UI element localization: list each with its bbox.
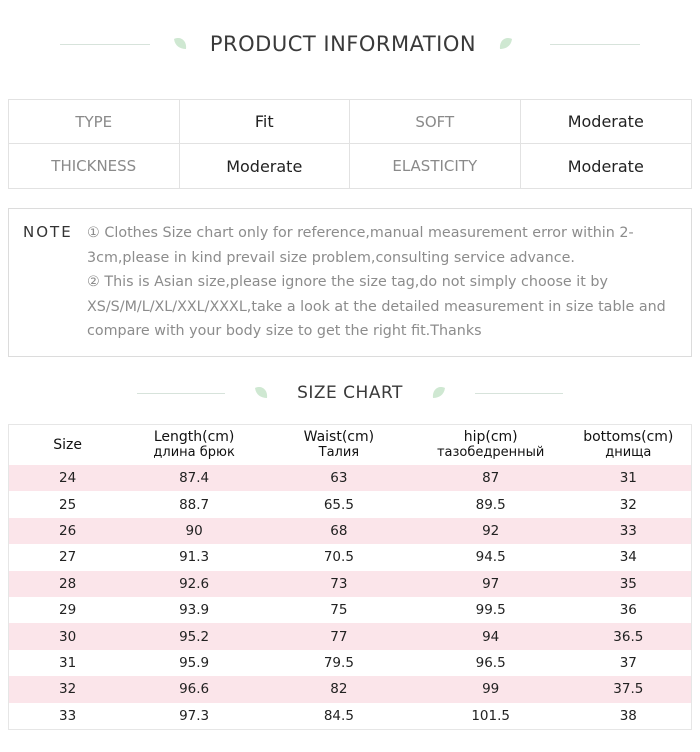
table-cell: 96.5: [475, 654, 506, 671]
table-cell: 97.3: [179, 707, 210, 724]
table-cell: 24: [9, 465, 127, 491]
table-cell: 33: [566, 518, 692, 544]
leaf-icon: [172, 36, 194, 52]
info-key: THICKNESS: [9, 144, 180, 188]
leaf-icon: [425, 385, 447, 401]
table-cell: 89.5: [475, 496, 506, 513]
table-row: [9, 623, 692, 649]
table-cell: 96.6: [126, 676, 262, 702]
table-cell: 82: [262, 676, 416, 702]
table-row: [9, 676, 692, 702]
header-row: [9, 425, 692, 466]
table-cell: 84.5: [323, 707, 354, 724]
table-cell: 99: [416, 676, 566, 702]
divider-line: [60, 44, 150, 45]
table-cell: 32: [619, 496, 637, 513]
table-row: [9, 518, 692, 544]
table-cell: 30: [9, 623, 127, 649]
table-cell: 32: [9, 676, 127, 702]
size-chart-heading: [0, 378, 700, 408]
divider-line: [137, 393, 225, 394]
note-text: [87, 221, 677, 344]
note-line-1: ① Clothes Size chart only for reference,manual measurement error within 2-3cm,please in kind prevail size problem,consulting service advance.: [87, 225, 634, 266]
table-cell: 101.5: [471, 707, 510, 724]
table-cell: 73: [262, 571, 416, 597]
table-cell: 95.9: [179, 654, 210, 671]
leaf-icon: [492, 36, 514, 52]
table-row: [9, 465, 692, 491]
table-cell: 26: [9, 518, 127, 544]
table-cell: 75: [330, 602, 348, 619]
info-row: [9, 144, 691, 188]
table-row: [9, 597, 692, 623]
table-row: [9, 571, 692, 597]
size-chart-table: [8, 424, 692, 730]
table-cell: 27: [59, 549, 77, 566]
table-cell: 34: [619, 549, 637, 566]
section-title: PRODUCT INFORMATION: [209, 32, 477, 56]
table-cell: 91.3: [179, 549, 210, 566]
divider-line: [550, 44, 640, 45]
table-cell: 94.5: [475, 549, 506, 566]
table-cell: 33: [59, 707, 77, 724]
header-hip: hip(cm) тазобедренный: [436, 429, 545, 460]
header-length: Length(cm) длина брюк: [153, 429, 235, 460]
table-cell: 79.5: [323, 654, 354, 671]
table-cell: 77: [262, 623, 416, 649]
table-cell: 68: [262, 518, 416, 544]
info-value: Moderate: [180, 144, 351, 188]
section-title: SIZE CHART: [297, 383, 403, 403]
size-chart-body: [9, 465, 692, 729]
table-cell: 93.9: [179, 602, 210, 619]
table-cell: 63: [262, 465, 416, 491]
table-cell: 94: [416, 623, 566, 649]
table-cell: 70.5: [323, 549, 354, 566]
table-cell: 25: [59, 496, 77, 513]
table-cell: 87: [416, 465, 566, 491]
note-box: [8, 208, 692, 357]
divider-line: [475, 393, 563, 394]
info-value: Moderate: [567, 112, 644, 131]
table-row: [9, 650, 692, 676]
table-cell: 99.5: [475, 602, 506, 619]
info-value: Moderate: [567, 156, 644, 176]
note-label: NOTE: [23, 223, 73, 241]
header-size: Size: [53, 436, 82, 453]
info-row: [9, 100, 691, 144]
table-cell: 95.2: [126, 623, 262, 649]
table-cell: 28: [9, 571, 127, 597]
table-cell: 36.5: [566, 623, 692, 649]
table-cell: 37: [619, 654, 637, 671]
info-key: ELASTICITY: [350, 144, 521, 188]
table-cell: 31: [59, 654, 77, 671]
note-line-2: ② This is Asian size,please ignore the size tag,do not simply choose it by XS/S/M/L/XL/XXL/XXXL,take a look at the detailed measurement in size table and compare with your body size to get the right fit.Thanks: [87, 274, 666, 339]
table-cell: 88.7: [179, 496, 210, 513]
table-cell: 29: [59, 602, 77, 619]
table-row: [9, 491, 692, 517]
info-key: SOFT: [350, 100, 521, 143]
table-cell: 36: [619, 602, 637, 619]
table-cell: 37.5: [566, 676, 692, 702]
table-cell: 65.5: [323, 496, 354, 513]
table-cell: 31: [566, 465, 692, 491]
table-cell: 90: [126, 518, 262, 544]
table-cell: 35: [566, 571, 692, 597]
header-waist: Waist(cm) Талия: [303, 429, 375, 460]
leaf-icon: [253, 385, 275, 401]
table-cell: 97: [416, 571, 566, 597]
table-cell: 92.6: [126, 571, 262, 597]
table-row: [9, 703, 692, 730]
table-cell: 38: [619, 707, 637, 724]
product-info-heading: [0, 26, 700, 62]
info-value: Fit: [180, 100, 351, 143]
info-key: TYPE: [9, 100, 180, 143]
table-row: [9, 544, 692, 570]
product-info-table: [8, 99, 692, 189]
table-cell: 92: [416, 518, 566, 544]
header-bottoms: bottoms(cm) днища: [583, 429, 674, 460]
table-cell: 87.4: [126, 465, 262, 491]
